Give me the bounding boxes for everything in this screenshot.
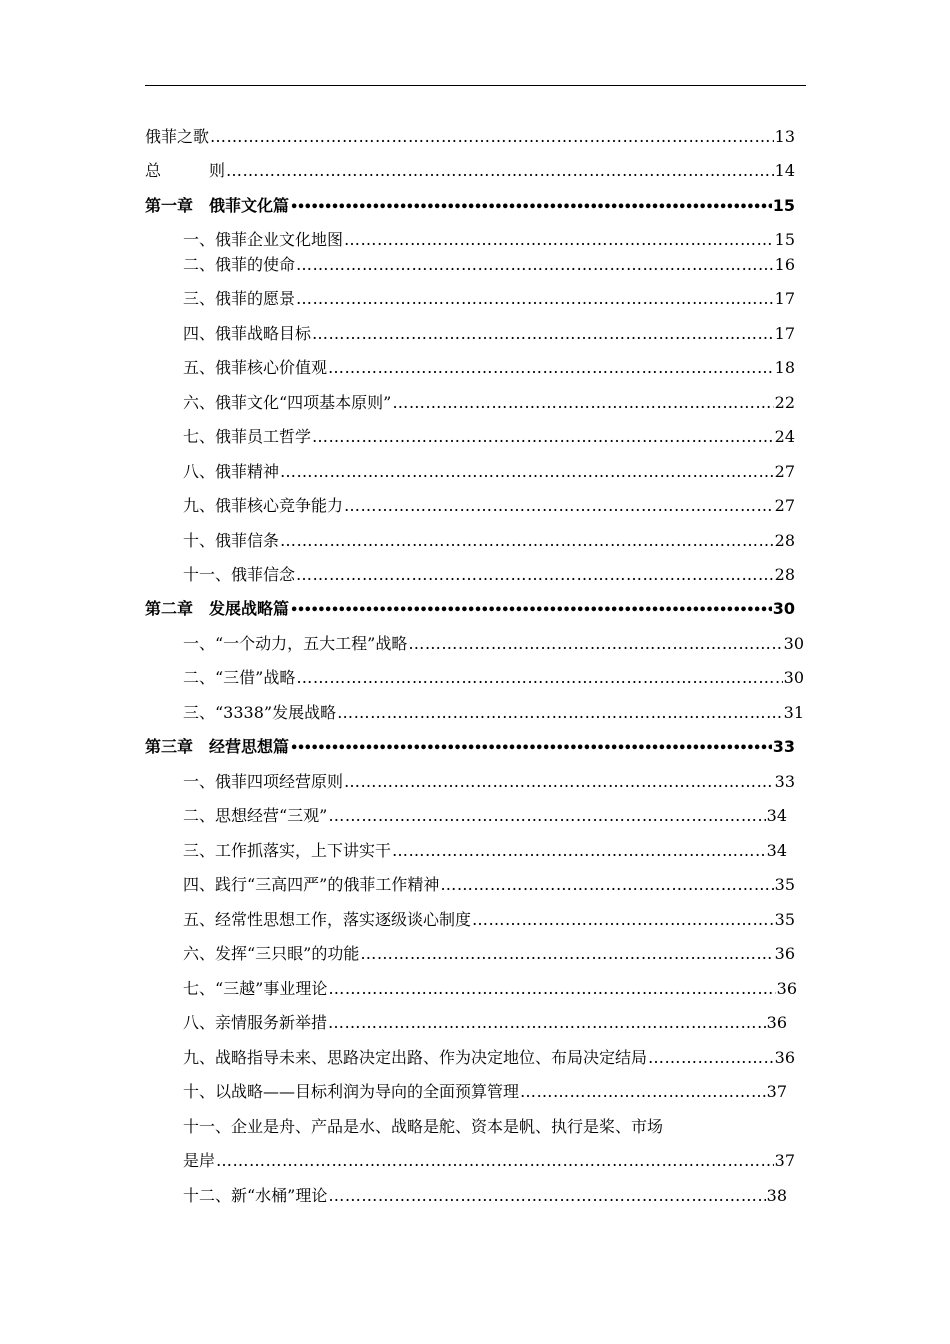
- toc-entry-label: 是岸: [183, 1151, 216, 1170]
- toc-page-number: 28: [774, 565, 795, 584]
- toc-leader-dots: [344, 229, 774, 251]
- toc-leader-dots: [280, 461, 774, 483]
- toc-leader-dots: [290, 738, 772, 760]
- toc-page-number: 34: [766, 806, 787, 825]
- toc-leader-dots: [408, 633, 782, 655]
- toc-page-number: 38: [766, 1186, 787, 1205]
- toc-entry[interactable]: [183, 1012, 787, 1034]
- toc-entry[interactable]: [183, 909, 795, 931]
- toc-entry[interactable]: [183, 805, 787, 827]
- toc-entry-label: 三、俄菲的愿景: [183, 289, 296, 308]
- toc-entry[interactable]: [183, 874, 795, 896]
- toc-leader-dots: [328, 1012, 766, 1034]
- toc-page-number: 35: [774, 910, 795, 929]
- toc-page-number: 33: [774, 772, 795, 791]
- toc-chapter-entry[interactable]: [145, 195, 795, 217]
- toc-page-number: 27: [774, 496, 795, 515]
- toc-entry-label: 六、发挥“三只眼”的功能: [183, 944, 360, 963]
- toc-entry[interactable]: [183, 978, 797, 1000]
- toc-entry-label: 一、俄菲企业文化地图: [183, 230, 344, 249]
- toc-leader-dots: [328, 1185, 765, 1207]
- toc-entry[interactable]: [183, 1150, 795, 1172]
- toc-entry[interactable]: [183, 1047, 795, 1069]
- toc-page-number: 27: [774, 462, 795, 481]
- toc-entry[interactable]: [183, 254, 795, 276]
- toc-entry-label: 七、俄菲员工哲学: [183, 427, 312, 446]
- toc-entry[interactable]: [145, 126, 795, 148]
- toc-page-number: 18: [774, 358, 795, 377]
- toc-chapter-entry[interactable]: [145, 736, 795, 758]
- toc-chapter-label: 第三章 经营思想篇: [145, 737, 290, 756]
- toc-entry-label: 十二、新“水桶”理论: [183, 1186, 328, 1205]
- toc-leader-dots: [392, 392, 773, 414]
- toc-leader-dots: [290, 197, 772, 219]
- toc-leader-dots: [290, 600, 772, 622]
- toc-entry[interactable]: [183, 323, 795, 345]
- toc-entry-label: 七、“三越”事业理论: [183, 979, 328, 998]
- toc-entry[interactable]: [183, 461, 795, 483]
- toc-entry-label: 八、俄菲精神: [183, 462, 280, 481]
- toc-page-number: 36: [766, 1013, 787, 1032]
- toc-entry[interactable]: [183, 564, 795, 586]
- toc-page-number: 22: [774, 393, 795, 412]
- toc-entry-label: 十一、俄菲信念: [183, 565, 296, 584]
- toc-leader-dots: [226, 160, 774, 182]
- toc-entry-label: 二、“三借”战略: [183, 668, 296, 687]
- toc-entry[interactable]: [183, 357, 795, 379]
- toc-leader-dots: [328, 978, 775, 1000]
- toc-entry-label: 九、俄菲核心竞争能力: [183, 496, 344, 515]
- toc-leader-dots: [312, 426, 774, 448]
- toc-leader-dots: [472, 909, 774, 931]
- toc-entry-label-line1: 十一、企业是舟、产品是水、战略是舵、资本是帆、执行是桨、市场: [183, 1117, 664, 1136]
- toc-leader-dots: [392, 840, 766, 862]
- toc-leader-dots: [328, 805, 765, 827]
- toc-page-number: 31: [783, 703, 804, 722]
- toc-leader-dots: [440, 874, 773, 896]
- toc-leader-dots: [337, 702, 783, 724]
- toc-leader-dots: [210, 126, 774, 148]
- toc-page-number: 36: [774, 1048, 795, 1067]
- toc-entry[interactable]: [183, 633, 804, 655]
- toc-leader-dots: [344, 771, 774, 793]
- toc-entry[interactable]: [183, 1185, 787, 1207]
- toc-page-number: 35: [774, 875, 795, 894]
- toc-entry-label: 二、思想经营“三观”: [183, 806, 328, 825]
- toc-page-number: 17: [774, 324, 795, 343]
- toc-leader-dots: [296, 564, 774, 586]
- toc-page-number: 36: [774, 944, 795, 963]
- toc-leader-dots: [216, 1150, 774, 1172]
- toc-entry[interactable]: [183, 288, 795, 310]
- toc-page-number: 15: [774, 230, 795, 249]
- toc-page-number: 34: [766, 841, 787, 860]
- toc-entry[interactable]: [183, 771, 795, 793]
- toc-page-number: 15: [772, 196, 795, 215]
- toc-entry-label: 八、亲情服务新举措: [183, 1013, 328, 1032]
- toc-entry[interactable]: [183, 530, 795, 552]
- toc-leader-dots: [296, 254, 774, 276]
- toc-leader-dots: [280, 530, 774, 552]
- toc-page-number: 30: [783, 668, 804, 687]
- toc-entry-label: 三、“3338”发展战略: [183, 703, 337, 722]
- toc-leader-dots: [312, 323, 774, 345]
- toc-page-number: 24: [774, 427, 795, 446]
- toc-entry[interactable]: [183, 229, 795, 251]
- toc-entry[interactable]: [183, 426, 795, 448]
- toc-page-number: 33: [772, 737, 795, 756]
- toc-entry-label: 一、俄菲四项经营原则: [183, 772, 344, 791]
- toc-entry-label: 总 则: [145, 161, 226, 180]
- toc-chapter-label: 第二章 发展战略篇: [145, 599, 290, 618]
- toc-entry[interactable]: [183, 495, 795, 517]
- toc-chapter-label: 第一章 俄菲文化篇: [145, 196, 290, 215]
- toc-entry-label: 十、以战略——目标利润为导向的全面预算管理: [183, 1082, 520, 1101]
- toc-entry[interactable]: [183, 840, 787, 862]
- toc-entry[interactable]: [183, 667, 804, 689]
- toc-entry-label: 俄菲之歌: [145, 127, 210, 146]
- toc-entry-label: 九、战略指导未来、思路决定出路、作为决定地位、布局决定结局: [183, 1048, 648, 1067]
- toc-page-number: 36: [776, 979, 797, 998]
- toc-leader-dots: [344, 495, 774, 517]
- toc-entry-label: 四、俄菲战略目标: [183, 324, 312, 343]
- toc-entry[interactable]: [183, 943, 795, 965]
- toc-entry[interactable]: [183, 1081, 787, 1103]
- toc-entry-label: 三、工作抓落实，上下讲实干: [183, 841, 392, 860]
- toc-page-number: 14: [774, 161, 795, 180]
- toc-leader-dots: [648, 1047, 774, 1069]
- toc-page-number: 13: [774, 127, 795, 146]
- toc-leader-dots: [360, 943, 773, 965]
- toc-entry-label: 十、俄菲信条: [183, 531, 280, 550]
- toc-page-number: 17: [774, 289, 795, 308]
- toc-chapter-entry[interactable]: [145, 598, 795, 620]
- toc-leader-dots: [520, 1081, 766, 1103]
- toc-page-number: 28: [774, 531, 795, 550]
- toc-page-number: 30: [772, 599, 795, 618]
- toc-entry-label: 四、践行“三高四严”的俄菲工作精神: [183, 875, 440, 894]
- toc-entry-label: 五、俄菲核心价值观: [183, 358, 328, 377]
- toc-entry[interactable]: [183, 702, 804, 724]
- toc-entry-label: 二、俄菲的使命: [183, 255, 296, 274]
- toc-page-number: 16: [774, 255, 795, 274]
- toc-leader-dots: [296, 288, 774, 310]
- toc-entry[interactable]: [183, 392, 795, 414]
- toc-leader-dots: [296, 667, 782, 689]
- toc-page-number: 37: [766, 1082, 787, 1101]
- toc-leader-dots: [328, 357, 774, 379]
- toc-entry-label: 六、俄菲文化“四项基本原则”: [183, 393, 392, 412]
- toc-entry-label: 一、“一个动力，五大工程”战略: [183, 634, 408, 653]
- toc-page-number: 37: [774, 1151, 795, 1170]
- toc-entry[interactable]: [145, 160, 795, 182]
- toc-page-number: 30: [783, 634, 804, 653]
- toc-entry-label: 五、经常性思想工作，落实逐级谈心制度: [183, 910, 472, 929]
